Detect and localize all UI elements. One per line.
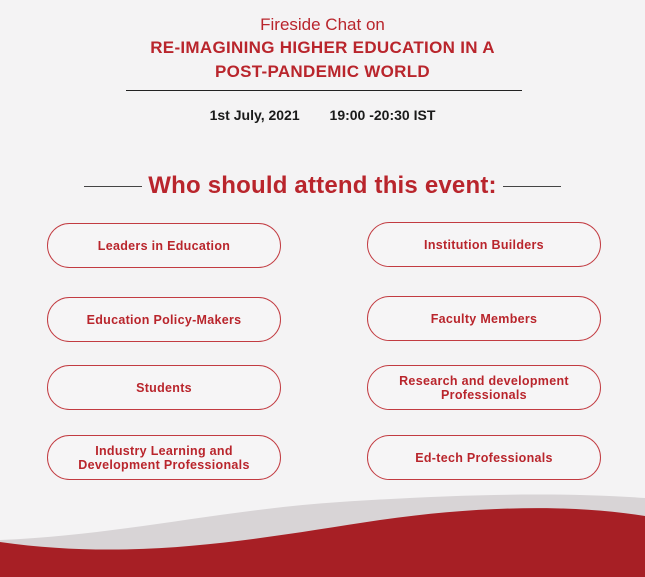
audience-pill-research-development[interactable]: Research and development Professionals [367, 365, 601, 410]
audience-pill-education-policy-makers[interactable]: Education Policy-Makers [47, 297, 281, 342]
heading-right-rule [503, 186, 561, 187]
event-date: 1st July, 2021 [209, 107, 300, 123]
audience-pill-industry-learning[interactable]: Industry Learning and Development Professionals [47, 435, 281, 480]
event-datetime [0, 107, 645, 123]
audience-pill-students[interactable]: Students [47, 365, 281, 410]
event-time: 19:00 -20:30 IST [329, 107, 436, 123]
audience-heading [0, 172, 645, 200]
footer-wave [0, 480, 645, 577]
event-title-line-2: POST-PANDEMIC WORLD [214, 62, 431, 81]
audience-pill-institution-builders[interactable]: Institution Builders [367, 222, 601, 267]
audience-pill-leaders-in-education[interactable]: Leaders in Education [47, 223, 281, 268]
event-pre-title: Fireside Chat on [260, 15, 385, 34]
event-title-line-1: RE-IMAGINING HIGHER EDUCATION IN A [150, 38, 495, 57]
audience-pill-ed-tech[interactable]: Ed-tech Professionals [367, 435, 601, 480]
audience-pill-faculty-members[interactable]: Faculty Members [367, 296, 601, 341]
heading-left-rule [84, 186, 142, 187]
title-divider [126, 90, 522, 91]
event-header [0, 14, 645, 84]
audience-heading-text: Who should attend this event: [148, 172, 497, 199]
